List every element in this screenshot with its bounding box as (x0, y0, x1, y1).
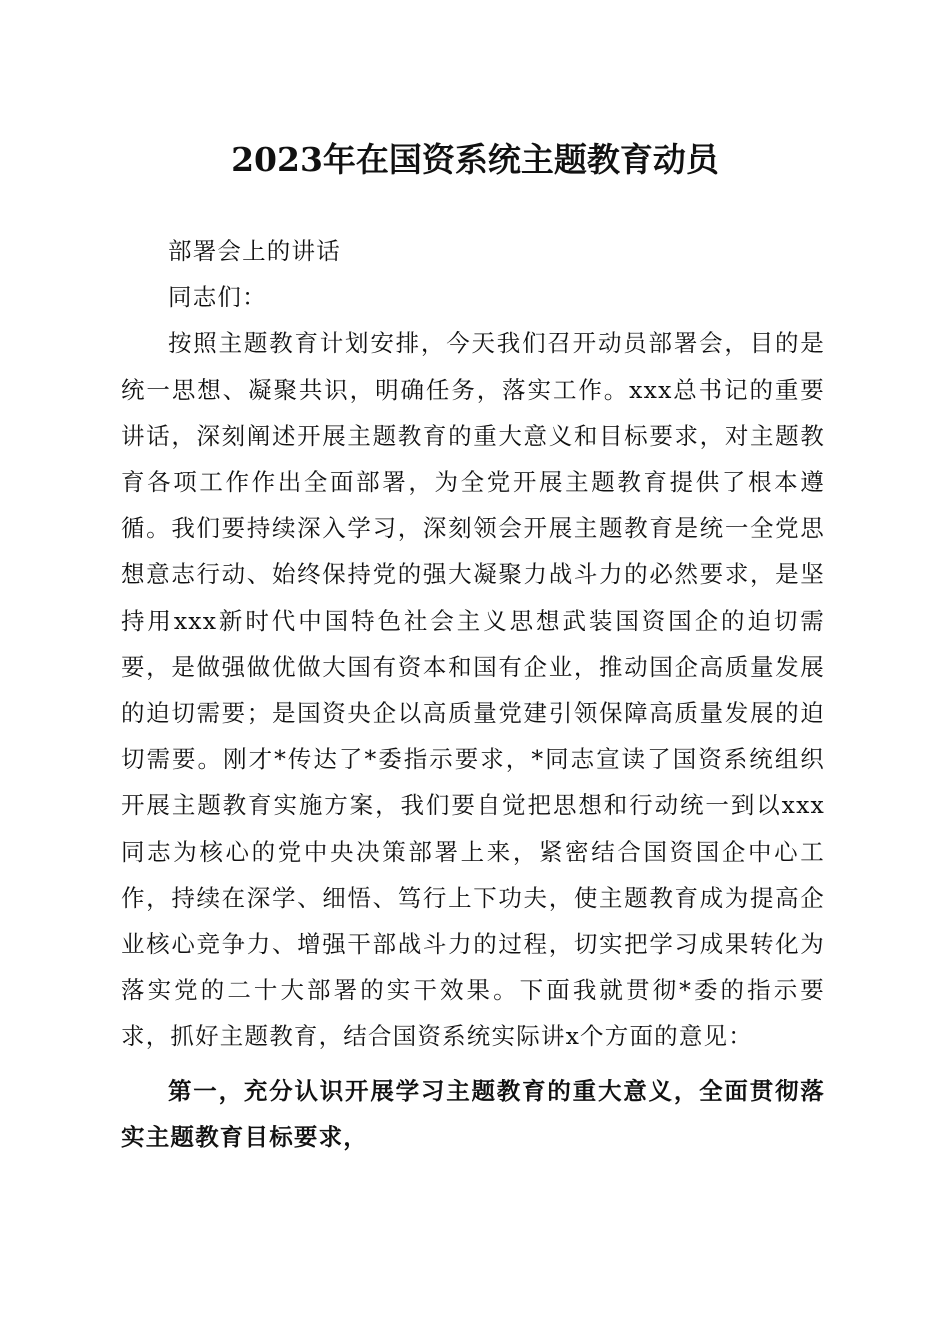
body-paragraph: 按照主题教育计划安排，今天我们召开动员部署会，目的是统一思想、凝聚共识，明确任务，落实工作。xxx总书记的重要讲话，深刻阐述开展主题教育的重大意义和目标要求，对主题教育各项工作作出全面部署，为全党开展主题教育提供了根本遵循。我们要持续深入学习，深刻领会开展主题教育是统一全党思想意志行动、始终保持党的强大凝聚力战斗力的必然要求，是坚持用xxx新时代中国特色社会主义思想武装国资国企的迫切需要，是做强做优做大国有资本和国有企业，推动国企高质量发展的迫切需要；是国资央企以高质量党建引领保障高质量发展的迫切需要。刚才*传达了*委指示要求，*同志宣读了国资系统组织开展主题教育实施方案，我们要自觉把思想和行动统一到以xxx同志为核心的党中央决策部署上来，紧密结合国资国企中心工作，持续在深学、细悟、笃行上下功夫，使主题教育成为提高企业核心竞争力、增强干部战斗力的过程，切实把学习成果转化为落实党的二十大部署的实干效果。下面我就贯彻*委的指示要求，抓好主题教育，结合国资系统实际讲x个方面的意见： (121, 329, 825, 1051)
subtitle-line: 部署会上的讲话 (168, 237, 341, 265)
salutation: 同志们： (168, 283, 267, 312)
section-heading: 第一，充分认识开展学习主题教育的重大意义，全面贯彻落实主题教育目标要求， (121, 1076, 825, 1151)
document-title: 2023年在国资系统主题教育动员 (231, 140, 719, 179)
document-body (121, 228, 825, 1160)
